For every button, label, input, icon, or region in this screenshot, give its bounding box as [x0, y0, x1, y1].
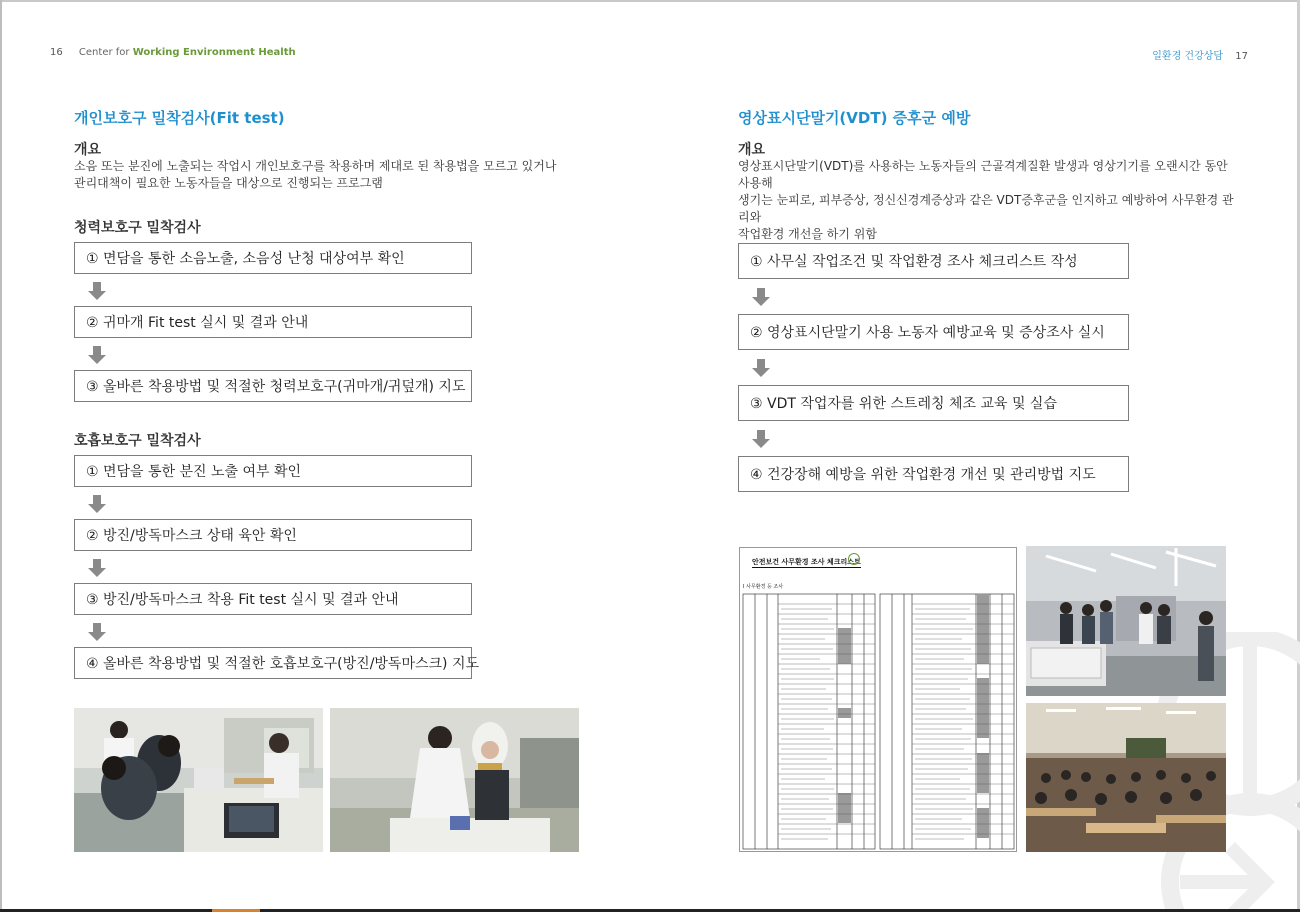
right-page-number: 17 — [1235, 51, 1248, 62]
vdt-step-2: ② 영상표시단말기 사용 노동자 예방교육 및 증상조사 실시 — [738, 314, 1129, 350]
respiratory-step-2: ② 방진/방독마스크 상태 육안 확인 — [74, 519, 472, 551]
vdt-step-1: ① 사무실 작업조건 및 작업환경 조사 체크리스트 작성 — [738, 243, 1129, 279]
education-session-photo — [1026, 703, 1226, 852]
down-arrow-icon — [752, 430, 770, 448]
down-arrow-icon — [752, 288, 770, 306]
hearing-step-3: ③ 올바른 착용방법 및 적절한 청력보호구(귀마개/귀덮개) 지도 — [74, 370, 472, 402]
right-running-header — [1152, 47, 1248, 62]
down-arrow-icon — [88, 346, 106, 364]
fit-test-overview-text — [74, 158, 594, 192]
checklist-section-label: Ⅰ 사무환경 등 조사 — [743, 584, 784, 590]
left-edge — [0, 0, 2, 912]
left-running-header — [50, 47, 296, 58]
respirator-fit-test-photo — [330, 708, 579, 852]
vdt-overview-text — [738, 158, 1238, 243]
fit-test-overview-heading: 개요 — [74, 142, 102, 158]
respiratory-step-4: ④ 올바른 착용방법 및 적절한 호흡보호구(방진/방독마스크) 지도 — [74, 647, 472, 679]
respiratory-step-3: ③ 방진/방독마스크 착용 Fit test 실시 및 결과 안내 — [74, 583, 472, 615]
vdt-step-4: ④ 건강장해 예방을 위한 작업환경 개선 및 관리방법 지도 — [738, 456, 1129, 492]
hearing-step-1: ① 면담을 통한 소음노출, 소음성 난청 대상여부 확인 — [74, 242, 472, 274]
hearing-step-2: ② 귀마개 Fit test 실시 및 결과 안내 — [74, 306, 472, 338]
left-page-number: 16 — [50, 47, 63, 58]
down-arrow-icon — [752, 359, 770, 377]
vdt-title: 영상표시단말기(VDT) 증후군 예방 — [738, 109, 971, 127]
vdt-overview-heading: 개요 — [738, 142, 766, 158]
vdt-overview-line: 영상표시단말기(VDT)를 사용하는 노동자들의 근골격계질환 발생과 영상기기를 오랜시간 동안 사용해 — [738, 159, 1228, 190]
hearing-fit-test-photo — [74, 708, 323, 852]
hearing-protector-heading: 청력보호구 밀착검사 — [74, 220, 201, 236]
fit-test-title: 개인보호구 밀착검사(Fit test) — [74, 109, 285, 127]
right-section-title: 일환경 건강상담 — [1152, 51, 1224, 62]
fit-test-overview-line: 관리대책이 필요한 노동자들을 대상으로 진행되는 프로그램 — [74, 176, 383, 190]
down-arrow-icon — [88, 282, 106, 300]
checklist-table-graphic — [740, 548, 1017, 852]
respiratory-protector-heading: 호흡보호구 밀착검사 — [74, 433, 201, 449]
brand-prefix: Center for — [78, 47, 133, 58]
vdt-step-3: ③ VDT 작업자를 위한 스트레칭 체조 교육 및 실습 — [738, 385, 1129, 421]
workplace-visit-photo — [1026, 546, 1226, 696]
vdt-overview-line: 작업환경 개선을 하기 위함 — [738, 227, 877, 241]
checklist-title: 안전보건 사무환경 조사 체크리스트 — [752, 558, 861, 566]
fit-test-overview-line: 소음 또는 분진에 노출되는 작업시 개인보호구를 착용하며 제대로 된 착용법을 모르고 있거나 — [74, 159, 557, 173]
checklist-document-image — [739, 547, 1017, 852]
top-edge — [0, 0, 1300, 2]
down-arrow-icon — [88, 559, 106, 577]
respiratory-step-1: ① 면담을 통한 분진 노출 여부 확인 — [74, 455, 472, 487]
down-arrow-icon — [88, 495, 106, 513]
down-arrow-icon — [88, 623, 106, 641]
brand-name: Working Environment Health — [132, 47, 296, 58]
vdt-overview-line: 생기는 눈피로, 피부증상, 정신신경계증상과 같은 VDT증후군을 인지하고 예방하여 사무환경 관리와 — [738, 193, 1234, 224]
